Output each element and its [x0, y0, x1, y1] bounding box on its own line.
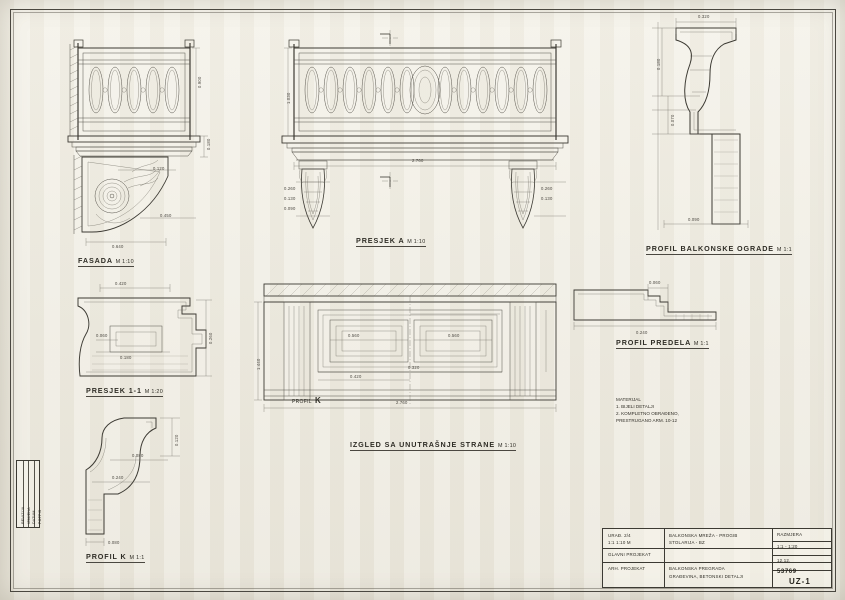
- drawing-sheet: 0.900 0.180 0.120 0.450 0.640 FASADA M 1:10 2.760 1.030 0.260 0.130 0.090 0.260 0.130 PRESJEK A M 1:10 0.320 0.180 0.070 0.090 PROFIL BALKONSKE OGRADE M 1:1 0.060 0.240 PROFIL PREDELA M 1:1 0.420 0.260 0.180 0.060 PRESJEK 1-1 M 1:20 0.120 0.080 0.240 0.080 PROFIL K M 1:1 2.760 1.440 0.560 0.560 0.420 0.320 PROFIL K IZGLED SA UNUTRAŠNJE STRANE M 1:10 MATERIJAL 1. BIJELI DETALJI 2. KOMPLETNO OBRAĐENO, PRESTRUGANO ARM. 10-12 REVIZIJA IZMJENA DATUM POTPIS URAĐ. 2/4 1:1 1:10 M GLAVNI PROJEKAT ARH. PROJEKAT BALKONSKA MREŽA - PROGIB STOLARIJA - BZ BALKONSKA PREGRADA GRAĐEVINA, BETONSKI DETALJI RAZMJERA 1:1 - 1:20 12.12. 53769 UZ-1: [0, 0, 845, 600]
- tb-left-line1: URAĐ. 2/4: [608, 533, 631, 538]
- small-profile-title: PROFIL PREDELA M 1:1: [616, 338, 709, 347]
- tb-project-number: 53769: [777, 569, 797, 575]
- tb-date-value: 12.12.: [777, 558, 791, 563]
- front-elevation-title: PRESJEK A M 1:10: [356, 236, 426, 245]
- tb-scale-value: 1:1 - 1:20: [777, 544, 798, 549]
- tb-left-line2: 1:1 1:10 M: [608, 540, 631, 545]
- tb-left-line4: ARH. PROJEKAT: [608, 566, 646, 571]
- title-block: [602, 528, 832, 588]
- profile-k-title: PROFIL K M 1:1: [86, 552, 145, 561]
- tb-mid-line3: BALKONSKA PREGRADA: [669, 566, 725, 571]
- side-elevation-title: FASADA M 1:10: [78, 256, 134, 265]
- cornice-profile-title: PROFIL BALKONSKE OGRADE M 1:1: [646, 244, 792, 253]
- materials-note: MATERIJAL 1. BIJELI DETALJI 2. KOMPLETNO OBRAĐENO, PRESTRUGANO ARM. 10-12: [616, 397, 679, 423]
- plan-view-title: IZGLED SA UNUTRAŠNJE STRANE M 1:10: [350, 440, 517, 449]
- revision-stamp: REVIZIJA IZMJENA DATUM POTPIS: [16, 460, 40, 528]
- tb-scale-label: RAZMJERA: [777, 532, 803, 537]
- tb-mid-line4: GRAĐEVINA, BETONSKI DETALJI: [669, 574, 744, 579]
- tb-mid-line1: BALKONSKA MREŽA - PROGIB: [669, 533, 738, 538]
- detail-marker-k: PROFIL K: [292, 396, 322, 405]
- section-1-1-title: PRESJEK 1-1 M 1:20: [86, 386, 164, 395]
- tb-sheet-number: UZ-1: [789, 577, 811, 586]
- tb-mid-line2: STOLARIJA - BZ: [669, 540, 705, 545]
- tb-left-line3: GLAVNI PROJEKAT: [608, 552, 651, 557]
